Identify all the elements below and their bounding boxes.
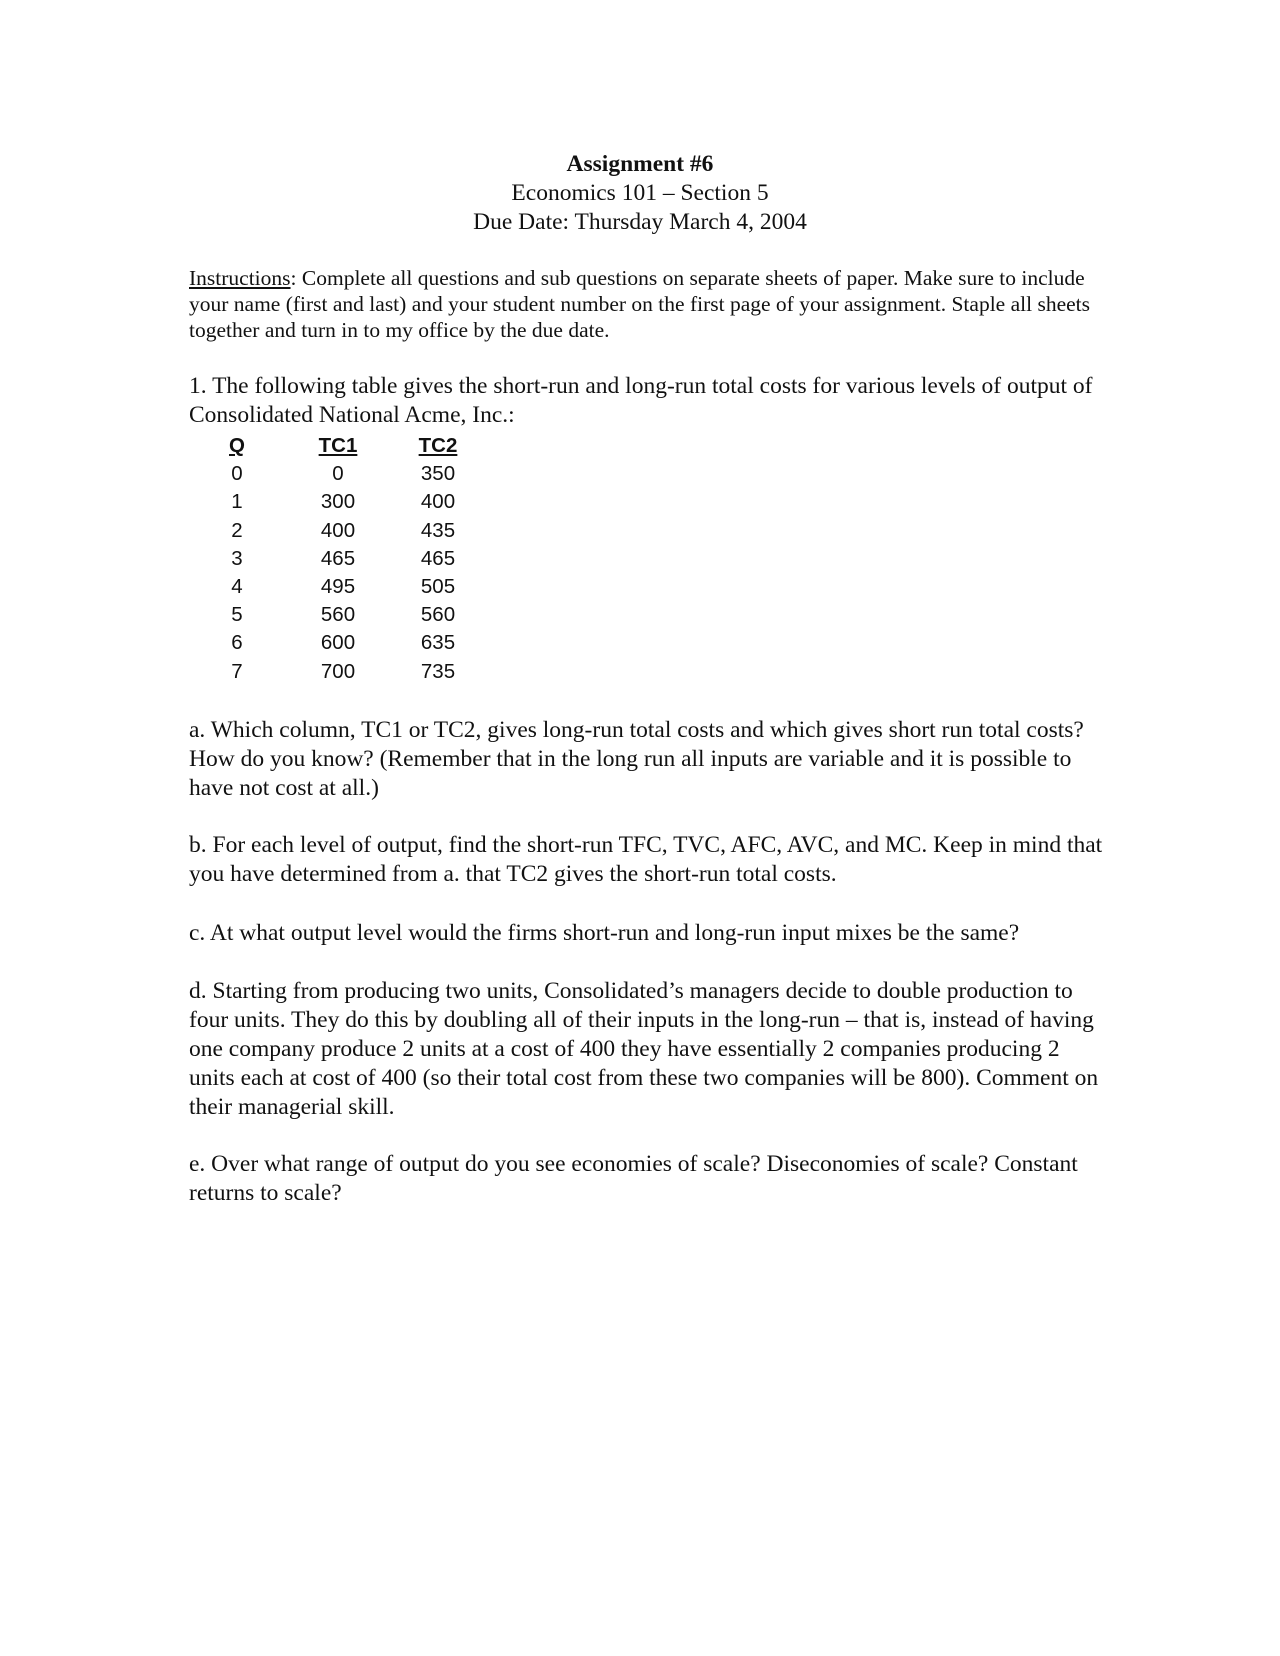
cell-tc1: 0 <box>332 462 344 486</box>
cell-tc2: 435 <box>420 518 456 542</box>
subquestion-a: a. Which column, TC1 or TC2, gives long-run total costs and which gives short run total costs? How do you know? (Remember that in the long run all inputs are variable and it is possible to have not cost at all.) <box>189 717 1084 801</box>
subquestion-d: d. Starting from producing two units, Consolidated’s managers decide to double production to four units. They do this by doubling all of their inputs in the long-run – that is, instead of having one company produce 2 units at a cost of 400 they have essentially 2 companies producing 2 units each at cost of 400 (so their total cost from these two companies will be 800). Comment on their managerial skill. <box>189 978 1099 1120</box>
column-header-q: Q <box>229 434 245 457</box>
table-row <box>0 460 1280 488</box>
instructions-paragraph <box>189 265 1109 343</box>
assignment-title: Assignment #6 <box>566 151 714 177</box>
column-header-tc1: TC1 <box>318 434 358 457</box>
question-1-text: 1. The following table gives the short-run and long-run total costs for various levels of output of Consolidated National Acme, Inc.: <box>189 373 1093 428</box>
cell-q: 5 <box>231 603 243 627</box>
cell-q: 2 <box>231 518 243 542</box>
cell-tc2: 400 <box>420 490 456 514</box>
table-row <box>0 517 1280 545</box>
table-row <box>0 629 1280 657</box>
table-row <box>0 573 1280 601</box>
cell-tc2: 735 <box>420 659 456 683</box>
cell-q: 0 <box>231 462 243 486</box>
cell-tc1: 700 <box>320 659 356 683</box>
document-header <box>0 150 1280 237</box>
table-row <box>0 601 1280 629</box>
subquestion-e: e. Over what range of output do you see economies of scale? Diseconomies of scale? Constant returns to scale? <box>189 1151 1078 1206</box>
cell-q: 1 <box>231 490 243 514</box>
cell-tc1: 400 <box>320 518 356 542</box>
due-date-line: Due Date: Thursday March 4, 2004 <box>473 209 807 235</box>
cell-tc2: 560 <box>420 603 456 627</box>
cost-table <box>0 432 1280 686</box>
column-header-tc2: TC2 <box>418 434 458 457</box>
instructions-text: : Complete all questions and sub questions on separate sheets of paper. Make sure to include your name (first and last) and your student number on the first page of your assignment. Staple all sheets together and turn in to my office by the due date. <box>189 266 1090 342</box>
cell-q: 4 <box>231 574 243 598</box>
table-row <box>0 658 1280 686</box>
course-line: Economics 101 – Section 5 <box>511 180 769 206</box>
cost-table-header-row <box>0 432 1280 460</box>
cell-tc2: 350 <box>420 462 456 486</box>
table-row <box>0 488 1280 516</box>
cell-q: 3 <box>231 546 243 570</box>
cell-tc1: 300 <box>320 490 356 514</box>
cell-tc2: 465 <box>420 546 456 570</box>
instructions-label: Instructions <box>189 266 291 290</box>
cell-tc1: 465 <box>320 546 356 570</box>
subquestion-b: b. For each level of output, find the short-run TFC, TVC, AFC, AVC, and MC. Keep in mind that you have determined from a. that TC2 gives the short-run total costs. <box>189 832 1103 887</box>
cell-q: 7 <box>231 659 243 683</box>
subquestion-c: c. At what output level would the firms short-run and long-run input mixes be the same? <box>189 920 1020 946</box>
cell-tc1: 560 <box>320 603 356 627</box>
cell-tc1: 495 <box>320 574 356 598</box>
cell-tc2: 635 <box>420 631 456 655</box>
cell-q: 6 <box>231 631 243 655</box>
table-row <box>0 545 1280 573</box>
cell-tc1: 600 <box>320 631 356 655</box>
cell-tc2: 505 <box>420 574 456 598</box>
